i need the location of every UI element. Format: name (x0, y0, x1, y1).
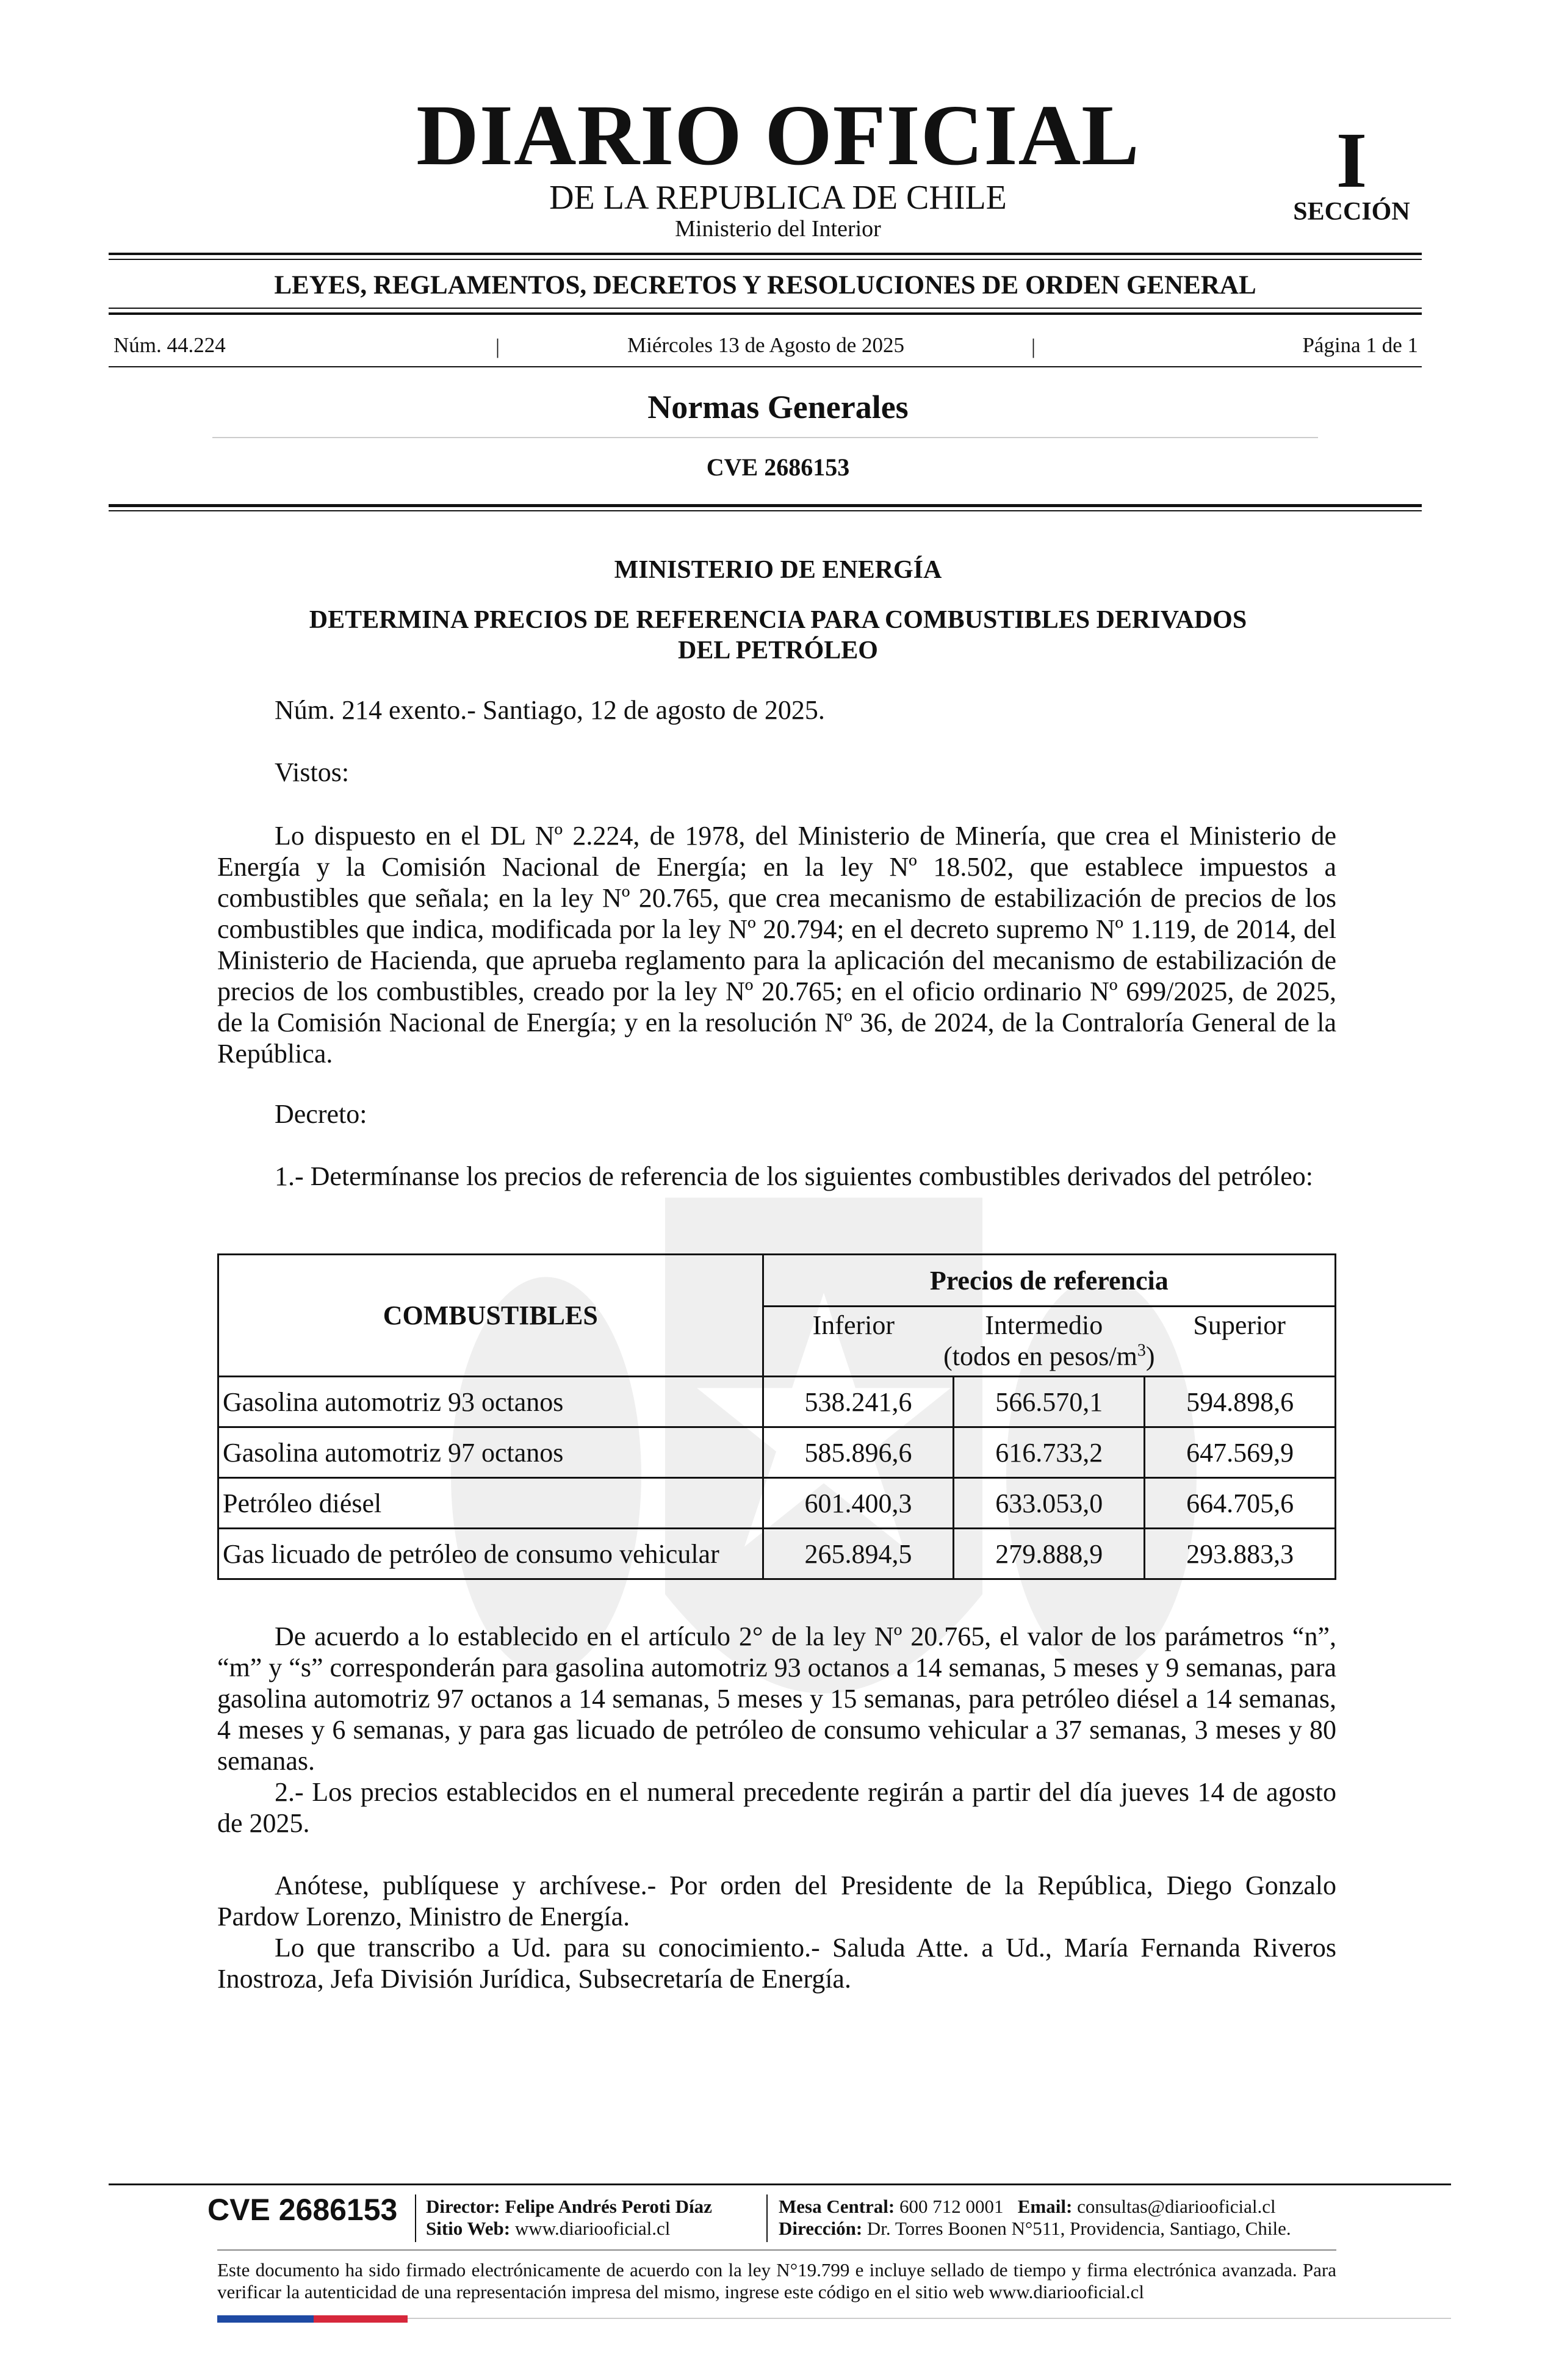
price-intermedio: 616.733,2 (954, 1427, 1145, 1478)
cve-code: CVE 2686153 (706, 453, 850, 481)
footer-separator (766, 2194, 768, 2242)
unit-close: ) (1145, 1341, 1155, 1371)
masthead-rule-top (109, 253, 1422, 255)
table-row (218, 1427, 1336, 1478)
banner-rule-thin (109, 308, 1422, 309)
mesa-label: Mesa Central: (779, 2196, 895, 2217)
article-1-text: 1.- Determínanse los precios de referencia de los siguientes combustibles derivados del petróleo: (275, 1161, 1314, 1191)
banner-rule-bottom (109, 312, 1422, 315)
table-header-fuel: COMBUSTIBLES (218, 1255, 763, 1377)
article-2-text: 2.- Los precios establecidos en el numeral precedente regirán a partir del día jueves 14 de agosto de 2025. (217, 1777, 1336, 1838)
section-label: SECCIÓN (1293, 198, 1410, 226)
fuel-name: Gasolina automotriz 97 octanos (218, 1427, 763, 1478)
category-banner: LEYES, REGLAMENTOS, DECRETOS Y RESOLUCIONES DE ORDEN GENERAL (274, 271, 1256, 300)
masthead-rule-top-thin (109, 259, 1422, 260)
section-heading-rule (212, 437, 1318, 438)
section-heading: Normas Generales (647, 389, 909, 425)
price-inferior: 538.241,6 (763, 1377, 954, 1427)
price-superior: 293.883,3 (1145, 1529, 1336, 1579)
mesa-phone: 600 712 0001 (899, 2196, 1004, 2217)
masthead-title: DIARIO OFICIAL (416, 87, 1140, 183)
director-name: Felipe Andrés Peroti Díaz (505, 2196, 712, 2217)
decree-number: Núm. 214 exento.- Santiago, 12 de agosto de 2025. (275, 695, 825, 725)
price-superior: 647.569,9 (1145, 1427, 1336, 1478)
price-inferior: 585.896,6 (763, 1427, 954, 1478)
footer-rule-bottom (408, 2318, 1451, 2319)
info-separator: | (1031, 334, 1036, 358)
flag-stripe-red (314, 2315, 408, 2323)
footer-rule-inner (217, 2249, 1336, 2251)
table-row (218, 1377, 1336, 1427)
email-link[interactable]: consultas@diariooficial.cl (1077, 2196, 1276, 2217)
price-inferior: 265.894,5 (763, 1529, 954, 1579)
footer-legal-notice: Este documento ha sido firmado electrónicamente de acuerdo con la ley N°19.799 e incluye sellado de tiempo y firma electrónica avanzada. Para verificar la autenticidad de una representación impresa del mismo, ingrese este código en el sitio web www.diariooficial.cl (217, 2259, 1336, 2302)
footer-rule (109, 2183, 1451, 2185)
director-label: Director: (426, 2196, 500, 2217)
cve-rule-thin (109, 510, 1422, 511)
parameters-paragraph (217, 1621, 1336, 1839)
footer-contact-block (779, 2196, 1291, 2240)
table-header-intermedio: Intermedio (985, 1310, 1103, 1340)
flag-stripe-blue (217, 2315, 314, 2323)
decreto-label: Decreto: (275, 1099, 367, 1129)
fuel-name: Gas licuado de petróleo de consumo vehicular (218, 1529, 763, 1579)
page-indicator: Página 1 de 1 (1302, 333, 1418, 357)
table-subheader (763, 1307, 1335, 1377)
price-inferior: 601.400,3 (763, 1478, 954, 1529)
info-separator: | (495, 334, 500, 358)
cve-rule-thick (109, 504, 1422, 507)
price-intermedio: 566.570,1 (954, 1377, 1145, 1427)
issue-date: Miércoles 13 de Agosto de 2025 (627, 333, 904, 357)
issue-number: Núm. 44.224 (113, 333, 226, 357)
unit-text: (todos en pesos/m (943, 1341, 1137, 1371)
table-header-inferior: Inferior (812, 1310, 895, 1340)
reference-price-table (217, 1253, 1336, 1580)
site-link[interactable]: www.diariooficial.cl (514, 2218, 671, 2239)
fuel-name: Gasolina automotriz 93 octanos (218, 1377, 763, 1427)
vistos-label: Vistos: (275, 757, 350, 787)
site-label: Sitio Web: (426, 2218, 511, 2239)
parameters-text: De acuerdo a lo establecido en el artículo 2° de la ley Nº 20.765, el valor de los parámetros “n”, “m” y “s” corresponderán para gasolina automotriz 93 octanos a 14 semanas, 5 meses y 9 semanas, para gasolina automotriz 97 octanos a 14 semanas, 5 meses y 15 semanas, para petróleo diésel a 14 semanas, 4 meses y 6 semanas, y para gas licuado de petróleo de consumo vehicular a 37 semanas, 3 meses y 80 semanas. (217, 1621, 1336, 1776)
table-header-group: Precios de referencia (763, 1255, 1335, 1307)
price-superior: 664.705,6 (1145, 1478, 1336, 1529)
infobar-rule (109, 366, 1422, 367)
masthead-ministry: Ministerio del Interior (675, 216, 881, 242)
fuel-name: Petróleo diésel (218, 1478, 763, 1529)
masthead-subtitle: DE LA REPUBLICA DE CHILE (549, 179, 1007, 217)
unit-exponent: 3 (1137, 1341, 1146, 1360)
footer-director-block (426, 2196, 712, 2240)
footer-cve-code: CVE 2686153 (207, 2193, 398, 2227)
section-numeral: I (1336, 117, 1367, 204)
article-1-intro (217, 1161, 1336, 1192)
decree-title (0, 605, 1556, 666)
email-label: Email: (1017, 2196, 1073, 2217)
table-unit (768, 1341, 1331, 1372)
table-header-superior: Superior (1193, 1310, 1286, 1340)
ministry-heading: MINISTERIO DE ENERGÍA (614, 556, 942, 584)
price-intermedio: 279.888,9 (954, 1529, 1145, 1579)
address-text: Dr. Torres Boonen N°511, Providencia, Santiago, Chile. (866, 2218, 1291, 2239)
decree-title-line: DEL PETRÓLEO (678, 636, 878, 665)
transcription-text: Lo que transcribo a Ud. para su conocimiento.- Saluda Atte. a Ud., María Fernanda Riveros Inostroza, Jefa División Jurídica, Subsecretaría de Energía. (217, 1933, 1336, 1994)
closing-paragraph (217, 1870, 1336, 1994)
price-superior: 594.898,6 (1145, 1377, 1336, 1427)
decree-title-line: DETERMINA PRECIOS DE REFERENCIA PARA COMBUSTIBLES DERIVADOS (309, 606, 1247, 634)
table-row (218, 1478, 1336, 1529)
vistos-text: Lo dispuesto en el DL Nº 2.224, de 1978, del Ministerio de Minería, que crea el Ministerio de Energía y la Comisión Nacional de Energía; en la ley Nº 18.502, que establece impuestos a combustibles que señala; en la ley Nº 20.765, que crea mecanismo de estabilización de precios de los combustibles que indica, modificada por la ley Nº 20.794; en el decreto supremo Nº 1.119, de 2014, del Ministerio de Hacienda, que aprueba reglamento para la aplicación del mecanismo de estabilización de precios de los combustibles, creado por la ley Nº 20.765; en el oficio ordinario Nº 699/2025, de 2025, de la Comisión Nacional de Energía; y en la resolución Nº 36, de 2024, de la Contraloría General de la República. (217, 821, 1336, 1069)
footer-separator (415, 2194, 416, 2242)
price-intermedio: 633.053,0 (954, 1478, 1145, 1529)
address-label: Dirección: (779, 2218, 863, 2239)
vistos-paragraph (217, 820, 1336, 1069)
table-row (218, 1529, 1336, 1579)
closing-text: Anótese, publíquese y archívese.- Por orden del Presidente de la República, Diego Gonzalo Pardow Lorenzo, Ministro de Energía. (217, 1870, 1336, 1931)
